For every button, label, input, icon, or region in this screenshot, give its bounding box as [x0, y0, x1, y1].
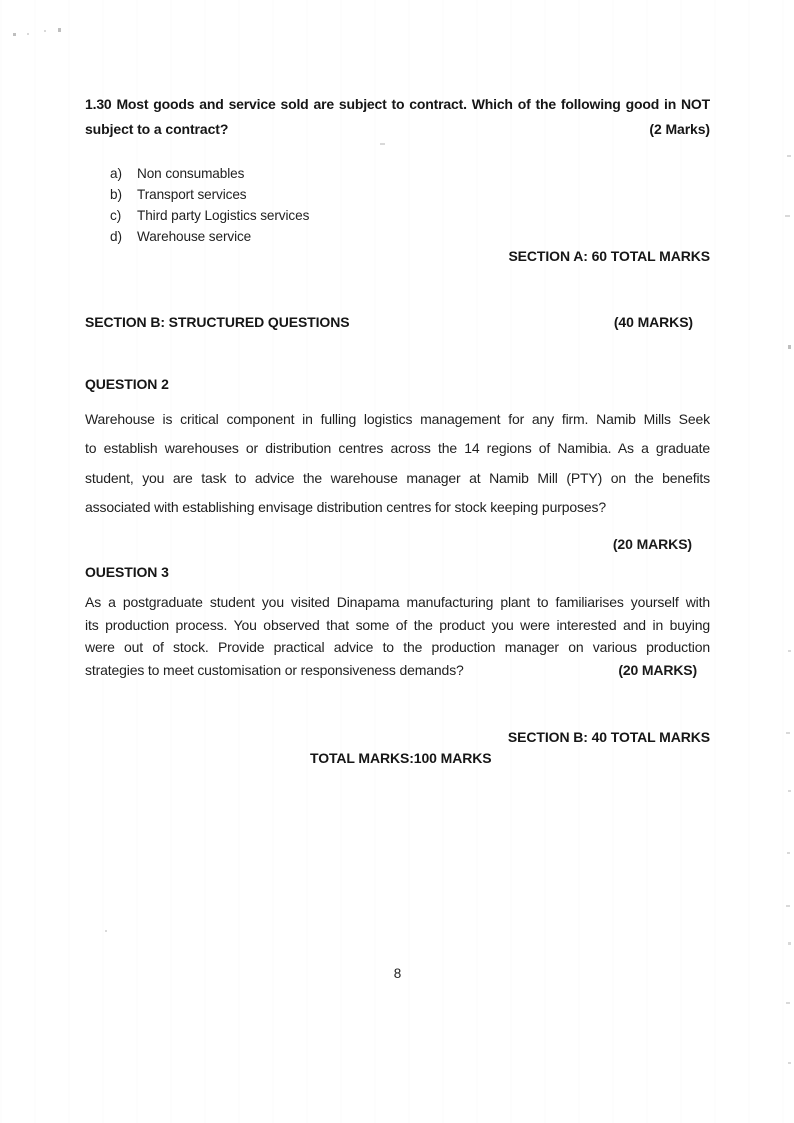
scan-artifact: [58, 28, 61, 32]
scan-artifact: [105, 930, 107, 932]
section-b-heading-row: [85, 314, 710, 330]
grand-total: TOTAL MARKS:100 MARKS: [310, 750, 492, 766]
question-1-30-heading-line1: 1.30 Most goods and service sold are subject to contract. Which of the following good in NOT: [85, 96, 710, 112]
option-item-b: [85, 184, 710, 205]
question-3-line: As a postgraduate student you visited Dinapama manufacturing plant to familiarises yourself with: [85, 594, 710, 610]
question-2-paragraph: [85, 410, 710, 528]
question-3-last-line: strategies to meet customisation or responsiveness demands?: [85, 661, 464, 678]
question-1-30-heading-line2: subject to a contract?: [85, 121, 229, 137]
scan-artifact: [44, 30, 46, 32]
question-2-line: student, you are task to advice the warehouse manager at Namib Mill (PTY) on the benefits: [85, 469, 710, 486]
option-marker: d): [110, 229, 122, 244]
option-item-c: [85, 205, 710, 226]
scan-artifact: [380, 143, 385, 145]
page-number: 8: [393, 966, 402, 981]
section-b-total: SECTION B: 40 TOTAL MARKS: [507, 729, 710, 745]
option-text: Transport services: [137, 187, 247, 202]
section-b-heading: SECTION B: STRUCTURED QUESTIONS: [85, 314, 350, 330]
scan-artifact: [788, 1062, 791, 1064]
question-1-30-marks: (2 Marks): [649, 121, 710, 137]
question-3-last-line-row: [85, 661, 710, 684]
scan-artifact: [788, 790, 791, 792]
section-b-marks: (40 MARKS): [613, 314, 693, 330]
question-2-line: to establish warehouses or distribution centres across the 14 regions of Namibia. As a graduate: [85, 440, 710, 457]
question-2-title: QUESTION 2: [85, 376, 169, 392]
question-3-line: were out of stock. Provide practical advice to the production manager on various production: [85, 639, 710, 656]
question-3-line: its production process. You observed that some of the product you were interested and in buying: [85, 616, 710, 633]
option-text: Third party Logistics services: [137, 208, 310, 223]
question-2-marks-row: [85, 536, 710, 552]
question-2-line: associated with establishing envisage distribution centres for stock keeping purposes?: [85, 499, 606, 516]
scan-artifact: [786, 732, 790, 734]
scan-artifact: [785, 215, 790, 217]
question-3-title: OUESTION 3: [85, 564, 169, 580]
scan-artifact: [788, 942, 791, 945]
question-2-line: Warehouse is critical component in fulling logistics management for any firm. Namib Mills Seek: [85, 411, 710, 427]
scan-artifact: [786, 1002, 790, 1004]
scan-artifact: [787, 852, 790, 854]
option-marker: a): [110, 166, 122, 181]
question-2-marks: (20 MARKS): [612, 536, 692, 552]
question-3-marks: (20 MARKS): [618, 661, 697, 678]
option-marker: c): [110, 208, 122, 223]
scan-artifact: [13, 33, 16, 36]
question-3-paragraph: [85, 593, 710, 683]
scan-artifact: [788, 345, 791, 349]
option-text: Warehouse service: [137, 229, 252, 244]
options-list: [85, 163, 710, 247]
option-marker: b): [110, 187, 122, 202]
scan-artifact: [788, 650, 791, 652]
section-a-total: SECTION A: 60 TOTAL MARKS: [508, 248, 710, 264]
scan-artifact: [27, 33, 29, 35]
scan-artifact: [787, 155, 791, 157]
question-1-30-heading-line2-row: [85, 121, 710, 137]
option-item-a: [85, 163, 710, 184]
option-item-d: [85, 226, 710, 247]
option-text: Non consumables: [137, 166, 245, 181]
scan-artifact: [786, 905, 790, 907]
